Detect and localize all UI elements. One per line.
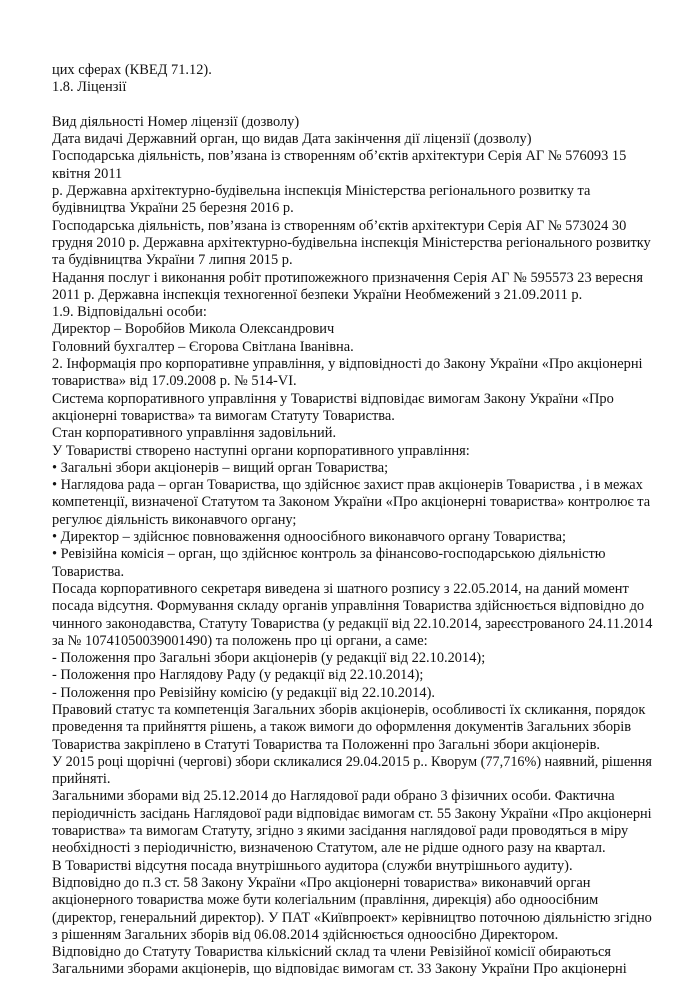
text-line: компетенції, визначеної Статутом та Законом України «Про акціонерні товариства» контролює та (52, 494, 651, 511)
text-line: та будівництва України 7 липня 2015 р. (52, 252, 293, 269)
text-line: товариства» та вимогам Статуту, згідно з якими засідання наглядової ради проводяться в міру (52, 823, 629, 840)
text-line: Правовий статус та компетенція Загальних зборів акціонерів, особливості їх скликання, порядок (52, 701, 646, 718)
text-line: періодичність засідань Наглядової ради відповідає вимогам ст. 55 Закону України «Про акціонерні (52, 805, 652, 822)
text-line: посада відсутня. Формування складу органів управління Товариства здійснюється відповідно до (52, 598, 645, 615)
text-line: • Загальні збори акціонерів – вищий орган Товариства; (52, 459, 389, 476)
text-line: Посада корпоративного секретаря виведена зі шатного розпису з 22.05.2014, на даний момент (52, 580, 629, 597)
text-line: Головний бухгалтер – Єгорова Світлана Іванівна. (52, 338, 354, 355)
blank-line (52, 97, 652, 114)
text-line: 1.9. Відповідальні особи: (52, 304, 207, 321)
text-line: квітня 2011 (52, 165, 123, 182)
text-line: У Товаристві створено наступні органи корпоративного управління: (52, 442, 470, 459)
text-line: з рішенням Загальних зборів від 06.08.2014 здійснюється одноосібно Директором. (52, 926, 559, 943)
text-line: 2. Інформація про корпоративне управління, у відповідності до Закону України «Про акціонерні (52, 356, 643, 373)
text-line: Товариства закріплено в Статуті Товариства та Положенні про Загальні збори акціонерів. (52, 736, 600, 753)
text-line: Дата видачі Державний орган, що видав Дата закінчення дії ліцензії (дозволу) (52, 131, 532, 148)
text-line: Відповідно до п.3 ст. 58 Закону України «Про акціонерні товариства» виконавчий орган (52, 874, 591, 891)
text-line: Товариства. (52, 563, 125, 580)
text-line: Відповідно до Статуту Товариства кількісний склад та члени Ревізійної комісії обираються (52, 944, 611, 961)
text-line: будівництва України 25 березня 2016 р. (52, 200, 294, 217)
text-line: регулює діяльність виконавчого органу; (52, 511, 297, 528)
text-line: - Положення про Наглядову Раду (у редакції від 22.10.2014); (52, 667, 424, 684)
text-line: товариства» від 17.09.2008 р. № 514-VI. (52, 373, 297, 390)
text-line: • Ревізійна комісія – орган, що здійснює контроль за фінансово-господарською діяльністю (52, 546, 606, 563)
text-line: чинного законодавства, Статуту Товариства (у редакції від 22.10.2014, зареєстрованого 24.11.2014 (52, 615, 653, 632)
text-line: Загальними зборами від 25.12.2014 до Наглядової ради обрано 3 фізичних особи. Фактична (52, 788, 615, 805)
text-line: 2011 р. Державна інспекція техногенної безпеки України Необмежений з 21.09.2011 р. (52, 286, 583, 303)
text-line: акціонерного товариства може бути колегіальним (правління, дирекція) або одноосібним (52, 892, 599, 909)
text-line: Вид діяльності Номер ліцензії (дозволу) (52, 113, 300, 130)
text-line: Надання послуг і виконання робіт протипожежного призначення Серія АГ № 595573 23 вересня (52, 269, 643, 286)
text-line: 1.8. Ліцензії (52, 79, 127, 96)
text-line: проведення та прийняття рішень, а також вимоги до оформлення документів Загальних зборів (52, 719, 632, 736)
text-line: • Директор – здійснює повноваження одноосібного виконавчого органу Товариства; (52, 529, 566, 546)
text-line: Господарська діяльність, пов’язана із створенням об’єктів архітектури Серія АГ № 573024 30 (52, 217, 627, 234)
document-body (52, 62, 652, 979)
text-line: Загальними зборами акціонерів, що відповідає вимогам ст. 33 Закону України Про акціонерні (52, 961, 627, 978)
text-line: р. Державна архітектурно-будівельна інспекція Міністерства регіонального розвитку та (52, 183, 591, 200)
text-line: У 2015 році щорічні (чергові) збори скликалися 29.04.2015 р.. Кворум (77,716%) наявний, рішення (52, 753, 652, 770)
text-line: Директор – Воробйов Микола Олександрович (52, 321, 335, 338)
text-line: грудня 2010 р. Державна архітектурно-будівельна інспекція Міністерства регіонального розвитку (52, 234, 651, 251)
text-line: необхідності з періодичністю, визначеною Статутом, але не рідше одного разу на квартал. (52, 840, 606, 857)
text-line: акціонерні товариства» та вимогам Статуту Товариства. (52, 407, 395, 424)
text-line: Стан корпоративного управління задовільний. (52, 425, 337, 442)
text-line: • Наглядова рада – орган Товариства, що здійснює захист прав акціонерів Товариства , і в межах (52, 477, 643, 494)
text-line: (директор, генеральний директор). У ПАТ «Київпроект» керівництво поточною діяльністю згідно (52, 909, 652, 926)
text-line: Система корпоративного управління у Товаристві відповідає вимогам Закону України «Про (52, 390, 614, 407)
text-line: за № 10741050039001490) та положень про ці органи, а саме: (52, 632, 428, 649)
text-line: - Положення про Загальні збори акціонерів (у редакції від 22.10.2014); (52, 650, 486, 667)
text-line: цих сферах (КВЕД 71.12). (52, 62, 212, 78)
text-line: Господарська діяльність, пов’язана із створенням об’єктів архітектури Серія АГ № 576093 15 (52, 148, 627, 165)
text-line: В Товаристві відсутня посада внутрішнього аудитора (служби внутрішнього аудиту). (52, 857, 573, 874)
text-line: - Положення про Ревізійну комісію (у редакції від 22.10.2014). (52, 684, 435, 701)
text-line: прийняті. (52, 771, 111, 788)
